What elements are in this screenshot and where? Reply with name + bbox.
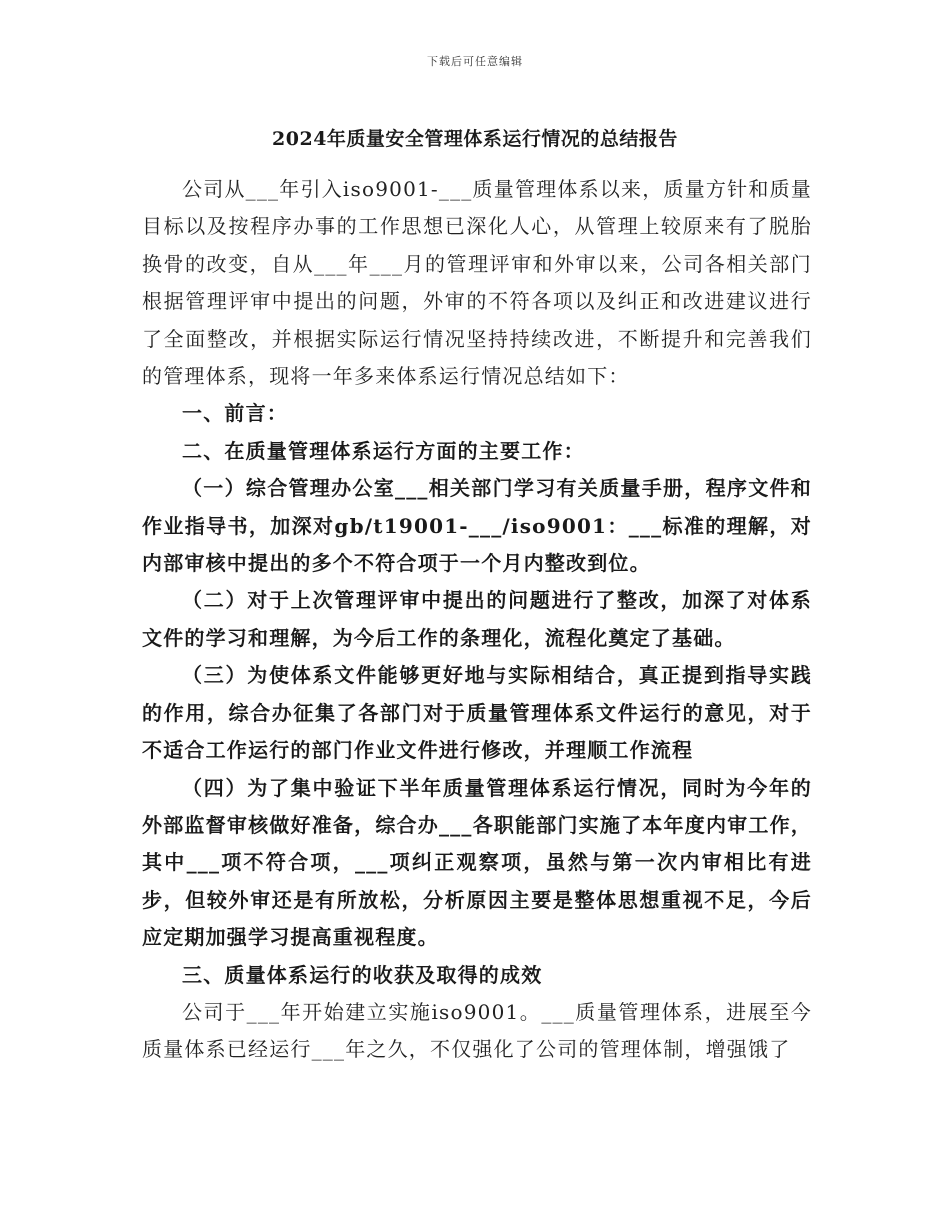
section-heading-main-work: 二、在质量管理体系运行方面的主要工作： bbox=[182, 438, 585, 463]
work-item-4: （四）为了集中验证下半年质量管理体系运行情况，同时为今年的外部监督审核做好准备，综合办___各职能部门实施了本年度内审工作，其中___项不符合项，___项纠正观察项，虽然与第一次内审相比有进步，但较外审还是有所放松，分析原因主要是整体思想重视不足，今后应定期加强学习提高重视程度。 bbox=[142, 775, 812, 950]
document-body bbox=[142, 171, 812, 1069]
intro-paragraph: 公司从___年引入iso9001-___质量管理体系以来，质量方针和质量目标以及按程序办事的工作思想已深化人心，从管理上较原来有了脱胎换骨的改变，自从___年___月的管理评审和外审以来，公司各相关部门根据管理评审中提出的问题，外审的不符各项以及纠正和改进建议进行了全面整改，并根据实际运行情况坚持持续改进，不断提升和完善我们的管理体系，现将一年多来体系运行情况总结如下： bbox=[142, 177, 812, 389]
results-paragraph: 公司于___年开始建立实施iso9001。___质量管理体系，进展至今质量体系已经运行___年之久，不仅强化了公司的管理体制，增强饿了 bbox=[142, 999, 812, 1062]
header-note: 下载后可任意编辑 bbox=[427, 55, 523, 68]
document-title: 2024年质量安全管理体系运行情况的总结报告 bbox=[272, 128, 678, 150]
work-item-3: （三）为使体系文件能够更好地与实际相结合，真正提到指导实践的作用，综合办征集了各部门对于质量管理体系文件运行的意见，对于不适合工作运行的部门作业文件进行修改，并理顺工作流程 bbox=[142, 663, 812, 763]
work-item-2: （二）对于上次管理评审中提出的问题进行了整改，加深了对体系文件的学习和理解，为今后工作的条理化，流程化奠定了基础。 bbox=[142, 588, 812, 650]
section-heading-preface: 一、前言： bbox=[182, 401, 288, 426]
section-heading-results: 三、质量体系运行的收获及取得的成效 bbox=[182, 962, 543, 987]
work-item-1: （一）综合管理办公室___相关部门学习有关质量手册，程序文件和作业指导书，加深对gb/t19001-___/iso9001：___标准的理解，对内部审核中提出的多个不符合项于一个月内整改到位。 bbox=[142, 476, 812, 576]
